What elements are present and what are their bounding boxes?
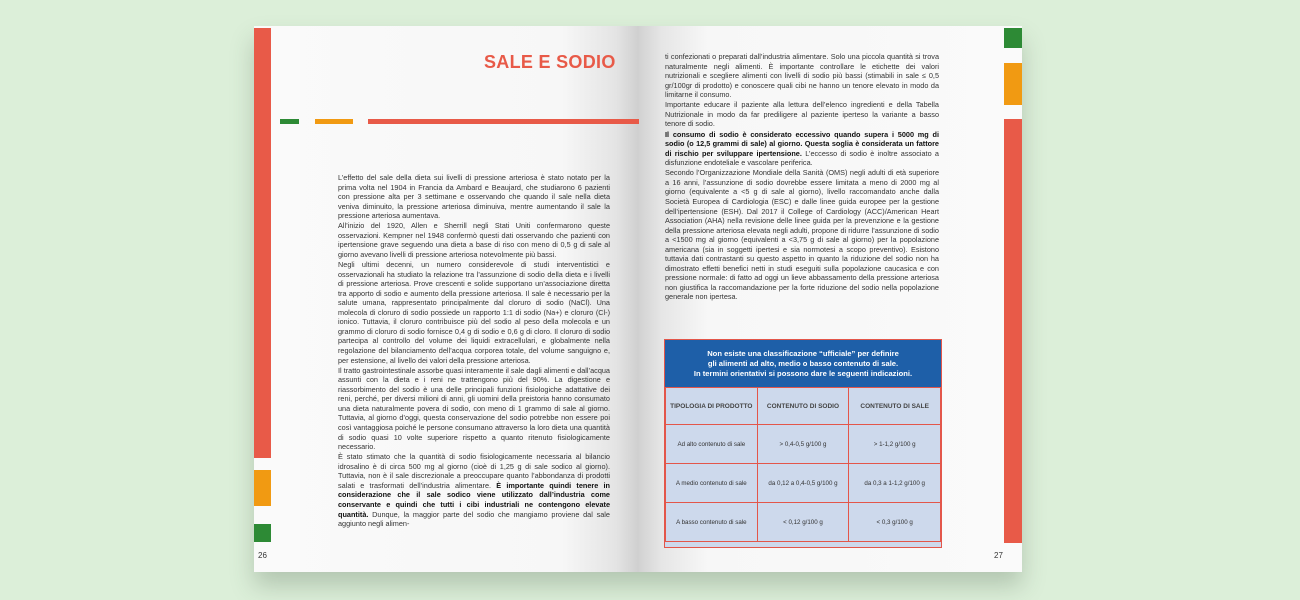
text-span: È stato stimato che la quantità di sodio fisiologicamente necessaria al bilancio idrosalino è di circa 500 mg al giorno (cioè di 1,25 g di sale sodico al giorno). Tuttavia, non è il sale discrezionale a preoccupare quanto l’abbondanza di prodotti salati e trasformati dell’industria alimentare. [338,452,610,490]
paragraph [338,452,610,528]
page-number-left: 26 [258,551,267,560]
book-spread [254,26,1022,572]
text-span: Secondo l’Organizzazione Mondiale della Sanità (OMS) negli adulti di età superiore a 16 anni, l’assunzione di sodio dovrebbe essere limitata a meno di 2000 mg al giorno (equivalente a <5 g di sale al giorno), livello raccomandato anche dalla Società Europea di Cardiologia (ESC) e dalle linee guida europee per la gestione dell’ipertensione (ESH). Dal 2017 il College of Cardiology (ACC)/American Heart Association (AHA) nella revisione delle linee guida per la prevenzione e la gestione della pressione arteriosa elevata negli adulti, propone di ridurre l’assunzione di sodio a <1500 mg al giorno (equivalenti a <3,75 g di sale al giorno) per la popolazione americana (sia in soggetti ipertesi e sia normotesi a scopo preventivo). Esistono tuttavia dati contrastanti su questo aspetto in quanto la riduzione del sodio non ha dimostrato effetti benefici netti in studi eseguiti sulla popolazione caucasica e con pressione normale: di fatto ad oggi un lieve abbassamento della pressione arteriosa non giustifica la raccomandazione per la forte riduzione del sodio nella popolazione generale non ipertesa. [665,168,939,302]
paragraph [665,52,939,100]
paragraph [665,168,939,302]
page-number-right: 27 [994,551,1003,560]
left-body-text [338,173,610,529]
text-span: Negli ultimi decenni, un numero considerevole di studi interventistici e osservazionali ha studiato la relazione tra l’assunzione di sodio della dieta e i livelli di pressione arteriosa. Prove crescenti e solide supportano un’associazione diretta tra apporto di sodio e aumento della pressione arteriosa. Il sale è necessario per la salute umana, rappresentato principalmente dal cloruro di sodio (NaCl). Una molecola di cloruro di sodio possiede un rapporto 1:1 di sodio (Na+) e cloruro (Cl-) ionico. Tuttavia, il cloruro contribuisce più del sodio al peso della molecola e un grammo di cloruro di sodio fornisce 0,4 g di sodio e 0,6 g di cloro. Il cloruro di sodio partecipa al controllo del volume dei liquidi extracellulari, e globalmente nella regolazione del bilanciamento dell’acqua corporea totale, del volume sanguigno e, per estensione, al livello dei valori della pressione arteriosa. [338,260,610,365]
table-cell: > 1-1,2 g/100 g [849,425,941,464]
table-row [666,425,941,464]
column-header: TIPOLOGIA DI PRODOTTO [666,388,758,425]
text-span: ti confezionati o preparati dall’industria alimentare. Solo una piccola quantità si trova naturalmente negli alimenti. È importante controllare le etichette dei valori nutrizionali e scegliere alimenti con livelli di sodio più bassi (stimabili in sale ≤ 0,5 gr/100gr di prodotto) e conoscere quali cibi ne hanno un tenore elevato in modo da limitarne il consumo. [665,52,939,100]
right-orange-block [1004,63,1022,105]
table-cell: A medio contenuto di sale [666,464,758,503]
table-cell: < 0,12 g/100 g [757,503,849,542]
column-header: CONTENUTO DI SODIO [757,388,849,425]
paragraph [338,173,610,221]
table-row [666,503,941,542]
box-heading-line: Non esiste una classificazione “ufficiale” per definire [707,348,899,358]
title-red-line [368,119,639,124]
text-span: Dunque, la maggior parte del sodio che mangiamo proviene dal sale aggiunto negli alimen- [338,509,610,529]
left-green-block [254,524,271,542]
box-heading-line: In termini orientativi si possono dare le seguenti indicazioni. [693,368,913,378]
text-span: L’eccesso di sodio è inoltre associato a disfunzione endoteliale e vascolare periferica. [665,148,939,168]
text-span: L’effetto del sale della dieta sui livelli di pressione arteriosa è stato notato per la prima volta nel 1904 in Francia da Ambard e Beaujard, che studiarono 6 pazienti con pressione alta per 3 settimane e osservando che quando il sale nella dieta veniva diminuito, la pressione arteriosa diminuiva, mentre aumentando il sale la pressione arteriosa aumentava. [338,173,610,221]
text-span: Il tratto gastrointestinale assorbe quasi interamente il sale dagli alimenti e dall’acqua assunti con la dieta e i reni ne trattengono più del 90%. La digestione e riassorbimento del sodio è una delle principali funzioni fisiologiche adattative dei reni, perché, per diversi milioni di anni, gli uomini della preistoria hanno consumato una dieta naturalmente povera di sodio, con meno di 1 grammo di sale al giorno. Tuttavia, al giorno d’oggi, questa conservazione del sodio potrebbe non essere poi così vantaggiosa poiché le persone consumano attraverso la loro dieta una quantità di sodio quasi 10 volte superiore rispetto a quanto ritenuto fisiologicamente necessario. [338,365,610,452]
table-cell: da 0,3 a 1-1,2 g/100 g [849,464,941,503]
salt-table [665,387,941,542]
table-cell: Ad alto contenuto di sale [666,425,758,464]
table-cell: > 0,4-0,5 g/100 g [757,425,849,464]
paragraph [338,366,610,452]
box-heading [665,340,941,387]
box-heading-line: gli alimenti ad alto, medio o basso contenuto di sale. [707,358,899,368]
salt-classification-box [664,339,942,548]
paragraph [338,221,610,259]
column-header: CONTENUTO DI SALE [849,388,941,425]
bold-text: Il consumo di sodio è considerato eccessivo quando supera i 5000 mg di sodio (o 12,5 grammi di sale) al giorno. Questa soglia è considerata un fattore di rischio per sviluppare ipertensione. [665,129,939,158]
table-row [666,464,941,503]
paragraph [338,260,610,365]
title-green-dash [280,119,299,124]
table-cell: < 0,3 g/100 g [849,503,941,542]
left-orange-block [254,470,271,506]
table-cell: A basso contenuto di sale [666,503,758,542]
text-span: All’inizio del 1920, Allen e Sherrill negli Stati Uniti confermarono queste osservazioni. Kempner nel 1948 confermò questi dati osservando che pazienti con ipertensione grave seguendo una dieta a base di riso con meno di 0,5 g di sale al giorno avevano livelli di pressione arteriosa notevolmente più bassi. [338,221,610,259]
left-red-strip [254,28,271,458]
table-header-row [666,388,941,425]
page-title: SALE E SODIO [484,52,616,72]
bold-text: È importante quindi tenere in considerazione che il sale sodico viene utilizzato dall’industria come conservante e quindi che tutti i cibi industriali ne contengono elevate quantità. [338,480,610,519]
right-green-block [1004,28,1022,48]
right-red-strip [1004,119,1022,543]
text-span: Importante educare il paziente alla lettura dell’elenco ingredienti e della Tabella Nutrizionale in modo da far prediligere al paziente iperteso la variante a basso tenore di sodio. [665,100,939,129]
left-page [254,26,639,572]
paragraph [665,130,939,168]
table-cell: da 0,12 a 0,4-0,5 g/100 g [757,464,849,503]
title-orange-dash [315,119,353,124]
right-body-text [665,52,939,303]
right-page [639,26,1022,572]
paragraph [665,100,939,129]
